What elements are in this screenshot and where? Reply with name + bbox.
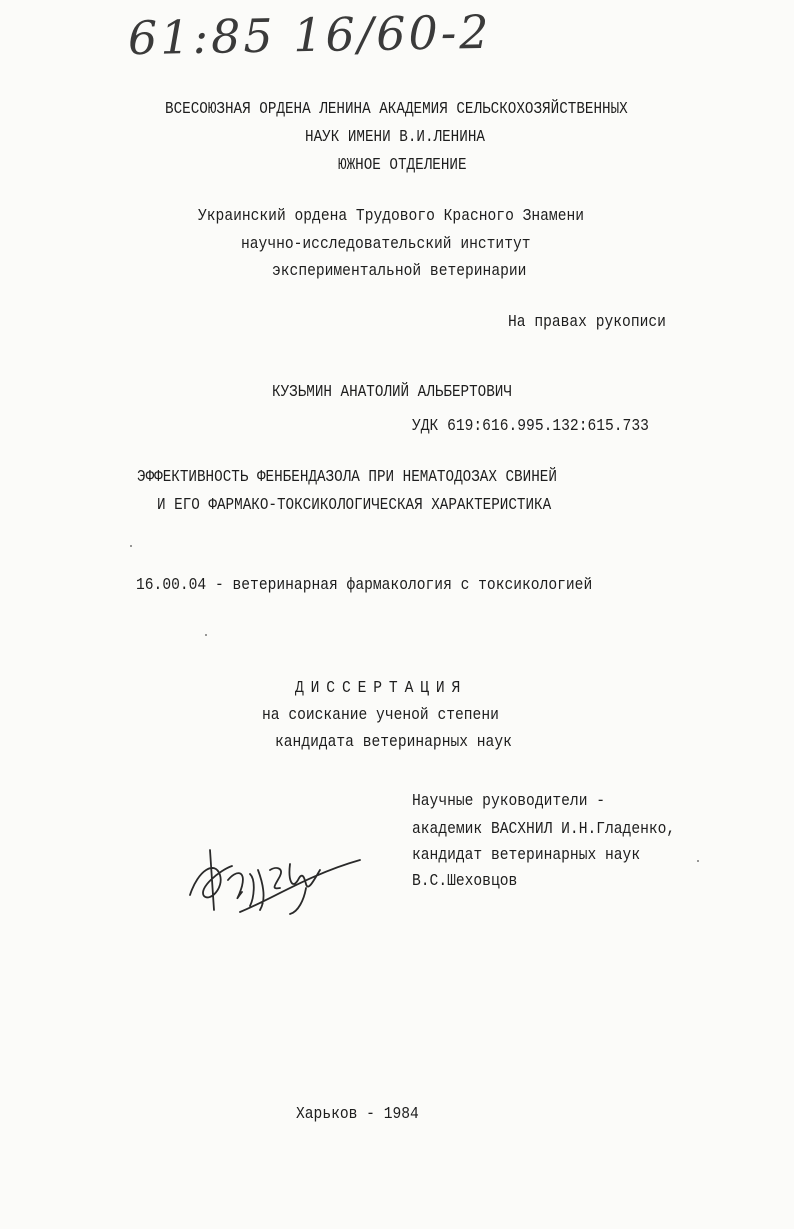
academy-line-3: ЮЖНОЕ ОТДЕЛЕНИЕ bbox=[338, 156, 467, 175]
academy-line-1: ВСЕСОЮЗНАЯ ОРДЕНА ЛЕНИНА АКАДЕМИЯ СЕЛЬСКОХОЗЯЙСТВЕННЫХ bbox=[165, 100, 628, 119]
supervisors-line-2: академик ВАСХНИЛ И.Н.Гладенко, bbox=[412, 820, 676, 839]
scan-speck bbox=[205, 634, 207, 636]
manuscript-note: На правах рукописи bbox=[508, 313, 666, 332]
author-name: КУЗЬМИН АНАТОЛИЙ АЛЬБЕРТОВИЧ bbox=[272, 383, 512, 402]
degree-line-2: кандидата ветеринарных наук bbox=[275, 733, 512, 752]
thesis-title-line-2: И ЕГО ФАРМАКО-ТОКСИКОЛОГИЧЕСКАЯ ХАРАКТЕРИСТИКА bbox=[157, 496, 552, 515]
academy-line-2: НАУК ИМЕНИ В.И.ЛЕНИНА bbox=[305, 128, 485, 147]
institute-line-1: Украинский ордена Трудового Красного Знамени bbox=[198, 207, 585, 226]
supervisors-line-3: кандидат ветеринарных наук bbox=[412, 846, 641, 865]
specialty-code: 16.00.04 - ветеринарная фармакология с токсикологией bbox=[136, 576, 593, 595]
institute-line-3: экспериментальной ветеринарии bbox=[272, 262, 527, 281]
scan-speck bbox=[697, 860, 699, 862]
author-signature bbox=[180, 840, 370, 920]
thesis-title-line-1: ЭФФЕКТИВНОСТЬ ФЕНБЕНДАЗОЛА ПРИ НЕМАТОДОЗАХ СВИНЕЙ bbox=[137, 468, 557, 487]
dissertation-heading: ДИССЕРТАЦИЯ bbox=[295, 679, 468, 698]
supervisors-line-4: В.С.Шеховцов bbox=[412, 872, 518, 891]
handwritten-archive-note: 61:85 16/60-2 bbox=[127, 4, 493, 66]
degree-line-1: на соискание ученой степени bbox=[262, 706, 499, 725]
city-year-footer: Харьков - 1984 bbox=[296, 1105, 419, 1124]
supervisors-line-1: Научные руководители - bbox=[412, 792, 606, 811]
udc-code: УДК 619:616.995.132:615.733 bbox=[412, 417, 649, 436]
institute-line-2: научно-исследовательский институт bbox=[241, 235, 531, 254]
scan-speck bbox=[130, 545, 132, 547]
